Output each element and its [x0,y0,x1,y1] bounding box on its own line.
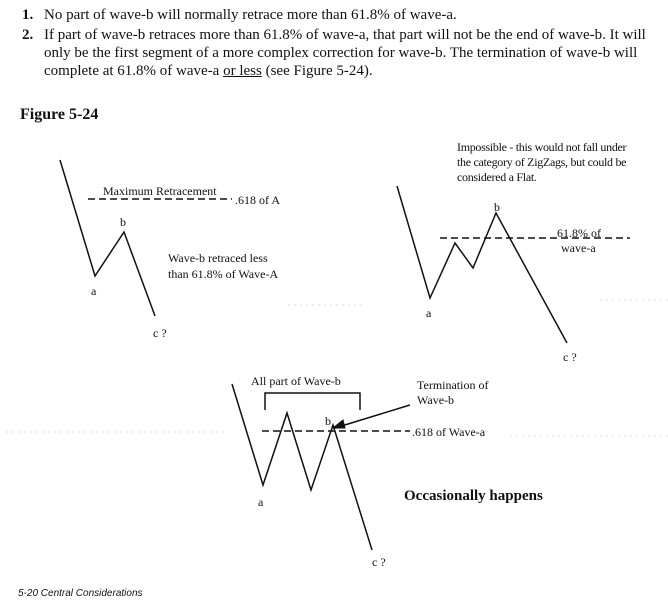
rule-text: No part of wave-b will normally retrace more than 61.8% of wave-a. [44,7,457,23]
occasionally-happens-caption: Occasionally happens [404,488,543,504]
rule-text: If part of wave-b retraces more than 61.8% of wave-a, that part will not be the end of wave-b. It will only be the first segment of a more complex correction for wave-b. The termination of wave-b will complete at 61.8% of wave-a [44,27,646,79]
right-note: Impossible - this would not fall under the category of ZigZags, but could be considered a Flat. [457,140,627,184]
page-footer: 5-20 Central Considerations [18,588,143,599]
bracket-label: All part of Wave-b [251,374,341,388]
left-level-label: .618 of A [235,193,280,207]
right-level-label-2: wave-a [561,241,596,255]
right-wave-path [397,186,567,343]
left-wave-c-label: c ? [153,326,167,340]
bottom-wave-b-label: b [325,414,331,428]
figure-title: Figure 5-24 [20,106,99,123]
rule-text-end: (see Figure 5-24). [261,63,373,79]
bottom-level-label: .618 of Wave-a [412,425,486,439]
wave-b-bracket [265,393,360,410]
termination-label: Termination of Wave-b [417,378,489,407]
right-wave-c-label: c ? [563,350,577,364]
arrow-head [333,420,345,428]
rule-number: 1. [22,7,34,23]
rule-underlined-text: or less [223,63,262,79]
bottom-wave-path [232,384,372,550]
left-wave-b-label: b [120,215,126,229]
left-wave-a-label: a [91,284,97,298]
bottom-wave-c-label: c ? [372,555,386,569]
bottom-wave-a-label: a [258,495,264,509]
right-wave-b-label: b [494,200,500,214]
right-level-label-1: 61.8% of [557,226,601,240]
rule-number: 2. [22,27,34,43]
max-retracement-label: Maximum Retracement [103,184,217,198]
right-wave-a-label: a [426,306,432,320]
left-note: Wave-b retraced less than 61.8% of Wave-A [168,251,279,281]
termination-arrow [335,405,410,428]
